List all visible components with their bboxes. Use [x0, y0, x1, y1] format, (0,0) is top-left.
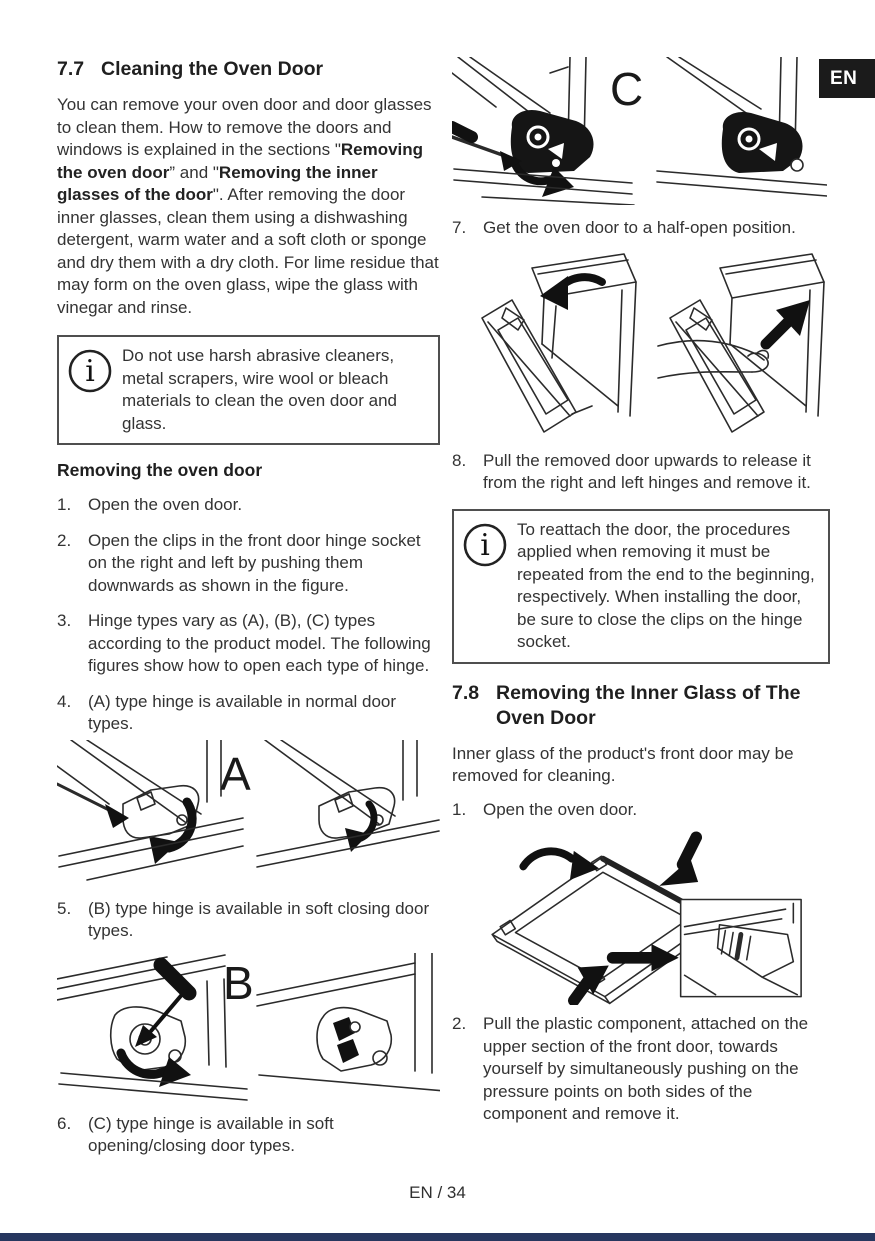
step-text: (C) type hinge is available in soft opening/closing door types.: [88, 1113, 334, 1155]
step-text: Get the oven door to a half-open position.: [483, 218, 796, 237]
section-number: 7.7: [57, 58, 85, 80]
page-number-label: EN / 34: [409, 1183, 466, 1202]
step-item: [57, 691, 440, 736]
step-text: Open the oven door.: [88, 495, 243, 514]
step-item: [452, 450, 830, 495]
note-box-reattach: [452, 509, 830, 664]
step-text: Hinge types vary as (A), (B), (C) types according to the product model. The following figures show how to open each type of hinge.: [88, 611, 431, 675]
step-number: 4.: [57, 691, 72, 711]
intro-paragraph-7-8: Inner glass of the product's front door may be removed for cleaning.: [452, 743, 794, 785]
step-number: 1.: [57, 495, 72, 514]
section-title: Cleaning the Oven Door: [101, 58, 324, 80]
section-title: Removing the Inner Glass of The Oven Door: [496, 681, 801, 729]
step-number: 8.: [452, 450, 467, 470]
step-item: [57, 898, 440, 943]
section-heading-7-8: [452, 681, 830, 731]
step-item: [57, 530, 440, 598]
step-item: [57, 610, 440, 678]
figure-inner-glass-removal: [465, 827, 805, 1005]
section-number: 7.8: [452, 681, 480, 704]
info-glyph: i: [85, 354, 95, 389]
note-text: Do not use harsh abrasive cleaners, metal scrapers, wire wool or bleach materials to clean the oven door and glass.: [122, 346, 398, 433]
step-item: [57, 1113, 440, 1158]
note-box-cleaning: [57, 335, 440, 445]
intro-paragraph: You can remove your oven door and door glasses to clean them. How to remove the doors and windows is explained in the sections "Removing the oven door” and "Removing the inner glasses of the door". After removing the door inner glasses, clean them using a dishwashing detergent, warm water and a soft cloth or sponge and dry them with a dry cloth. For lime residue that may form on the oven glass, wipe the glass with vinegar and rinse.: [57, 95, 439, 317]
step-number: 1.: [452, 799, 467, 819]
step-number: 5.: [57, 898, 72, 918]
left-column: [57, 57, 440, 1158]
step-number: 6.: [57, 1113, 72, 1133]
step-item: [57, 494, 440, 517]
subheading-removing-door: Removing the oven door: [57, 460, 263, 480]
step-text: Open the oven door.: [483, 799, 638, 819]
step-number: 2.: [57, 530, 72, 550]
figure-door-half-open: [476, 248, 826, 444]
step-text: (B) type hinge is available in soft closing door types.: [88, 898, 430, 940]
step-number: 3.: [57, 611, 72, 630]
figure-label-b: B: [223, 956, 254, 1009]
info-glyph: i: [480, 527, 490, 563]
info-icon: [462, 522, 508, 575]
note-text: To reattach the door, the procedures applied when removing it must be repeated from the end to the beginning, respectively. When installing the door, be sure to close the clips on the hinge socket.: [517, 519, 815, 651]
step-number: 2.: [452, 1014, 467, 1033]
figure-label-a: A: [220, 747, 251, 800]
step-item: [452, 1013, 830, 1126]
bottom-accent-bar: [0, 1233, 875, 1241]
step-item: [452, 799, 830, 822]
step-item: [452, 217, 830, 240]
figure-hinge-type-a: [57, 740, 440, 882]
step-text: Open the clips in the front door hinge socket on the right and left by pushing them downwards as shown in the figure.: [88, 530, 421, 595]
right-column: [452, 57, 830, 1126]
section-heading-7-7: [57, 57, 440, 82]
info-icon: [67, 348, 113, 401]
figure-hinge-type-c: [452, 57, 827, 205]
step-number: 7.: [452, 218, 467, 237]
language-badge: EN: [819, 59, 875, 98]
step-text: Pull the plastic component, attached on the upper section of the front door, towards yourself by simultaneously pushing on the pressure points on both sides of the component and remove it.: [483, 1014, 809, 1123]
figure-label-c: C: [610, 63, 644, 115]
figure-hinge-type-b: [57, 953, 440, 1103]
step-text: (A) type hinge is available in normal door types.: [88, 691, 397, 733]
step-text: Pull the removed door upwards to release it from the right and left hinges and remove it.: [483, 450, 811, 492]
